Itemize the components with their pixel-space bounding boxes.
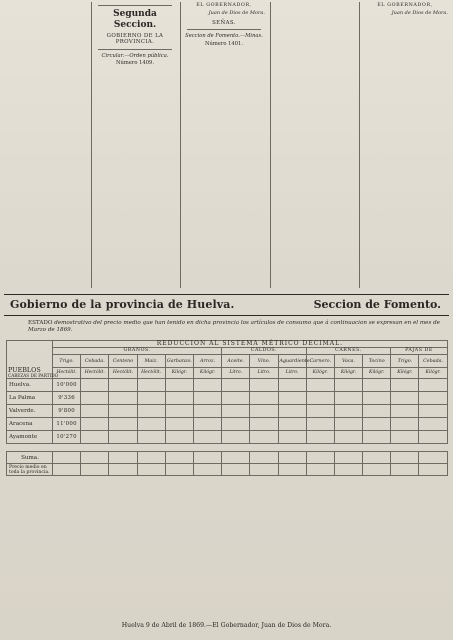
unit-header: Hectólit. bbox=[53, 368, 81, 379]
price-cell bbox=[137, 379, 165, 392]
price-cell bbox=[137, 418, 165, 431]
summary-cell bbox=[363, 464, 391, 476]
reduccion-header: REDUCCION AL SISTEMA MÉTRICO DECIMAL. bbox=[53, 341, 448, 348]
section-rule bbox=[98, 49, 172, 50]
price-cell bbox=[363, 392, 391, 405]
table-header-groups bbox=[7, 348, 448, 355]
unit-header: Kilógr. bbox=[391, 368, 419, 379]
price-cell bbox=[334, 418, 362, 431]
price-cell bbox=[306, 379, 334, 392]
price-cell bbox=[137, 392, 165, 405]
summary-cell bbox=[137, 464, 165, 476]
segunda-seccion-title: Segunda Seccion. bbox=[113, 9, 157, 30]
price-cell bbox=[334, 405, 362, 418]
price-cell bbox=[250, 379, 278, 392]
price-cell bbox=[222, 392, 250, 405]
gobierno-subtitle: GOBIERNO DE LA PROVINCIA. bbox=[106, 33, 164, 46]
price-cell bbox=[363, 418, 391, 431]
price-cell bbox=[81, 431, 109, 444]
summary-cell bbox=[419, 464, 447, 476]
price-cell bbox=[306, 431, 334, 444]
price-cell bbox=[278, 431, 306, 444]
price-cell bbox=[278, 392, 306, 405]
article-header: Arroz. bbox=[193, 355, 221, 368]
article-header: Carnero. bbox=[306, 355, 334, 368]
estado-text: demostrativo del precio medio que han tenido en dicha provincia los artículos de consumo que á continuacion se expresan en el mes de Marzo de 1869. bbox=[28, 320, 440, 334]
column-3 bbox=[183, 2, 265, 288]
price-cell: 10'000 bbox=[53, 379, 81, 392]
signature-title: EL GOBERNADOR, bbox=[377, 3, 433, 8]
summary-cell bbox=[334, 464, 362, 476]
column-2 bbox=[94, 2, 176, 288]
article-header: Vaca. bbox=[334, 355, 362, 368]
price-cell bbox=[363, 431, 391, 444]
footer-signature: Huelva 9 de Abril de 1869.—El Gobernador, Juan de Dios de Mora. bbox=[121, 622, 332, 629]
price-cell bbox=[391, 379, 419, 392]
article-header: Tocino bbox=[363, 355, 391, 368]
price-cell bbox=[250, 392, 278, 405]
price-cell bbox=[222, 418, 250, 431]
precio-medio-row bbox=[7, 464, 448, 476]
group-pajas: PAJAS DE bbox=[391, 348, 447, 355]
unit-header: Kilógr. bbox=[334, 368, 362, 379]
summary-cell bbox=[250, 464, 278, 476]
circular-label: Circular.—Orden pública. bbox=[101, 52, 169, 59]
pueblo-name: Huelva. bbox=[7, 379, 53, 392]
column-divider bbox=[270, 2, 271, 288]
summary-cell bbox=[53, 452, 81, 464]
summary-cell bbox=[165, 464, 193, 476]
price-cell bbox=[193, 431, 221, 444]
article-header: Centeno bbox=[109, 355, 137, 368]
price-cell bbox=[165, 418, 193, 431]
pueblo-name: La Palma bbox=[7, 392, 53, 405]
summary-cell bbox=[278, 464, 306, 476]
article-header: Aguardiente. bbox=[278, 355, 306, 368]
price-cell bbox=[278, 379, 306, 392]
price-cell bbox=[109, 431, 137, 444]
summary-cell bbox=[137, 452, 165, 464]
price-cell bbox=[193, 418, 221, 431]
summary-cell bbox=[222, 464, 250, 476]
price-cell bbox=[391, 431, 419, 444]
price-cell bbox=[137, 431, 165, 444]
summary-cell bbox=[419, 452, 447, 464]
pueblo-name: Valverde. bbox=[7, 405, 53, 418]
price-cell bbox=[363, 379, 391, 392]
article-header: Trigo. bbox=[391, 355, 419, 368]
table-row bbox=[7, 418, 448, 431]
price-cell bbox=[306, 405, 334, 418]
price-cell bbox=[109, 405, 137, 418]
summary-cell bbox=[391, 452, 419, 464]
summary-cell bbox=[193, 464, 221, 476]
price-cell bbox=[137, 405, 165, 418]
summary-cell bbox=[81, 464, 109, 476]
summary-cell bbox=[391, 464, 419, 476]
unit-header: Kilógr. bbox=[165, 368, 193, 379]
numero-label: Número 1409. bbox=[116, 60, 154, 67]
signature-name: Juan de Dios de Mora. bbox=[208, 10, 265, 17]
price-cell bbox=[363, 405, 391, 418]
summary-cell bbox=[222, 452, 250, 464]
summary-cell bbox=[306, 452, 334, 464]
table-header-reduccion bbox=[7, 341, 448, 348]
unit-header: Litro. bbox=[278, 368, 306, 379]
estado-lead: ESTADO bbox=[28, 320, 53, 326]
price-cell bbox=[419, 405, 447, 418]
article-header: Garbanzo. bbox=[165, 355, 193, 368]
price-cell bbox=[334, 379, 362, 392]
group-caldos: CALDOS. bbox=[222, 348, 307, 355]
price-cell: 11'000 bbox=[53, 418, 81, 431]
unit-header: Litro. bbox=[222, 368, 250, 379]
price-cell bbox=[109, 379, 137, 392]
section-rule bbox=[98, 5, 172, 6]
article-header: Cebada. bbox=[81, 355, 109, 368]
price-cell bbox=[81, 392, 109, 405]
price-cell bbox=[109, 392, 137, 405]
price-cell: 10'270 bbox=[53, 431, 81, 444]
unit-header: Litro. bbox=[250, 368, 278, 379]
signature-title: EL GOBERNADOR, bbox=[196, 3, 252, 8]
price-cell bbox=[165, 379, 193, 392]
price-cell bbox=[391, 392, 419, 405]
article-header: Cebada. bbox=[419, 355, 447, 368]
table-row bbox=[7, 392, 448, 405]
article-header: Maiz. bbox=[137, 355, 165, 368]
price-cell bbox=[222, 379, 250, 392]
table-row bbox=[7, 405, 448, 418]
price-cell bbox=[165, 392, 193, 405]
price-table bbox=[6, 340, 447, 610]
column-4 bbox=[273, 2, 355, 288]
column-5 bbox=[362, 2, 448, 288]
seccion-fomento-minas: Seccion de Fomento.—Minas. bbox=[185, 32, 263, 39]
summary-cell bbox=[306, 464, 334, 476]
group-granos: GRANOS. bbox=[53, 348, 222, 355]
section-rule bbox=[187, 29, 261, 30]
price-cell bbox=[278, 405, 306, 418]
unit-header: Hectólit. bbox=[137, 368, 165, 379]
precio-medio-label: Precio medio en toda la provincia. bbox=[7, 464, 53, 476]
price-cell bbox=[250, 431, 278, 444]
price-cell bbox=[334, 431, 362, 444]
gobierno-heading: Gobierno de la provincia de Huelva. bbox=[10, 298, 235, 311]
estado-caption bbox=[28, 320, 440, 335]
price-cell bbox=[165, 431, 193, 444]
summary-cell bbox=[363, 452, 391, 464]
table-header-articles bbox=[7, 355, 448, 368]
price-cell bbox=[250, 405, 278, 418]
summary-cell bbox=[53, 464, 81, 476]
price-cell bbox=[306, 418, 334, 431]
table-row bbox=[7, 379, 448, 392]
price-cell bbox=[222, 431, 250, 444]
article-header: Trigo. bbox=[53, 355, 81, 368]
price-cell bbox=[391, 418, 419, 431]
unit-header: Kilógr. bbox=[363, 368, 391, 379]
price-cell bbox=[419, 418, 447, 431]
lower-section bbox=[0, 292, 453, 640]
price-cell bbox=[165, 405, 193, 418]
unit-header: Hectólit. bbox=[109, 368, 137, 379]
pueblos-label: PUEBLOS bbox=[8, 365, 41, 374]
column-1 bbox=[6, 2, 88, 288]
article-header: Aceite. bbox=[222, 355, 250, 368]
price-cell bbox=[250, 418, 278, 431]
price-cell bbox=[109, 418, 137, 431]
unit-header: Hectólit. bbox=[81, 368, 109, 379]
price-cell bbox=[193, 405, 221, 418]
price-cell bbox=[193, 379, 221, 392]
summary-cell bbox=[165, 452, 193, 464]
price-cell: 9'336 bbox=[53, 392, 81, 405]
cabezas-label: CABEZAS DE PARTIDO bbox=[8, 372, 59, 378]
price-cell bbox=[193, 392, 221, 405]
group-carnes: CARNES. bbox=[306, 348, 391, 355]
summary-cell bbox=[193, 452, 221, 464]
unit-header: Kilógr. bbox=[193, 368, 221, 379]
price-cell bbox=[81, 418, 109, 431]
price-cell bbox=[391, 405, 419, 418]
heading-rule bbox=[4, 315, 449, 316]
price-cell bbox=[81, 405, 109, 418]
unit-header: Kilógr. bbox=[306, 368, 334, 379]
fomento-heading: Seccion de Fomento. bbox=[313, 298, 441, 311]
unit-header: Kilógr. bbox=[419, 368, 447, 379]
price-cell bbox=[419, 392, 447, 405]
upper-text-columns bbox=[0, 0, 453, 290]
summary-cell bbox=[278, 452, 306, 464]
senas-heading: SEÑAS. bbox=[212, 19, 236, 26]
price-cell bbox=[419, 379, 447, 392]
table-header-units bbox=[7, 368, 448, 379]
table-row bbox=[7, 431, 448, 444]
price-cell bbox=[334, 392, 362, 405]
pueblo-name: Aracena bbox=[7, 418, 53, 431]
numero-label: Número 1401. bbox=[205, 40, 243, 47]
suma-row bbox=[7, 452, 448, 464]
summary-cell bbox=[334, 452, 362, 464]
summary-cell bbox=[250, 452, 278, 464]
column-divider bbox=[180, 2, 181, 288]
price-cell bbox=[306, 392, 334, 405]
column-divider bbox=[359, 2, 360, 288]
summary-cell bbox=[109, 452, 137, 464]
pueblos-header bbox=[7, 365, 59, 379]
article-header: Vino. bbox=[250, 355, 278, 368]
price-cell bbox=[222, 405, 250, 418]
signature-name: Juan de Dios de Mora. bbox=[391, 10, 448, 17]
price-cell bbox=[81, 379, 109, 392]
summary-cell bbox=[81, 452, 109, 464]
top-rule bbox=[4, 294, 449, 295]
pueblo-name: Ayamonte bbox=[7, 431, 53, 444]
summary-cell bbox=[109, 464, 137, 476]
column-divider bbox=[91, 2, 92, 288]
price-cell: 9'800 bbox=[53, 405, 81, 418]
price-cell bbox=[419, 431, 447, 444]
price-cell bbox=[278, 418, 306, 431]
suma-label: Suma. bbox=[7, 452, 53, 464]
